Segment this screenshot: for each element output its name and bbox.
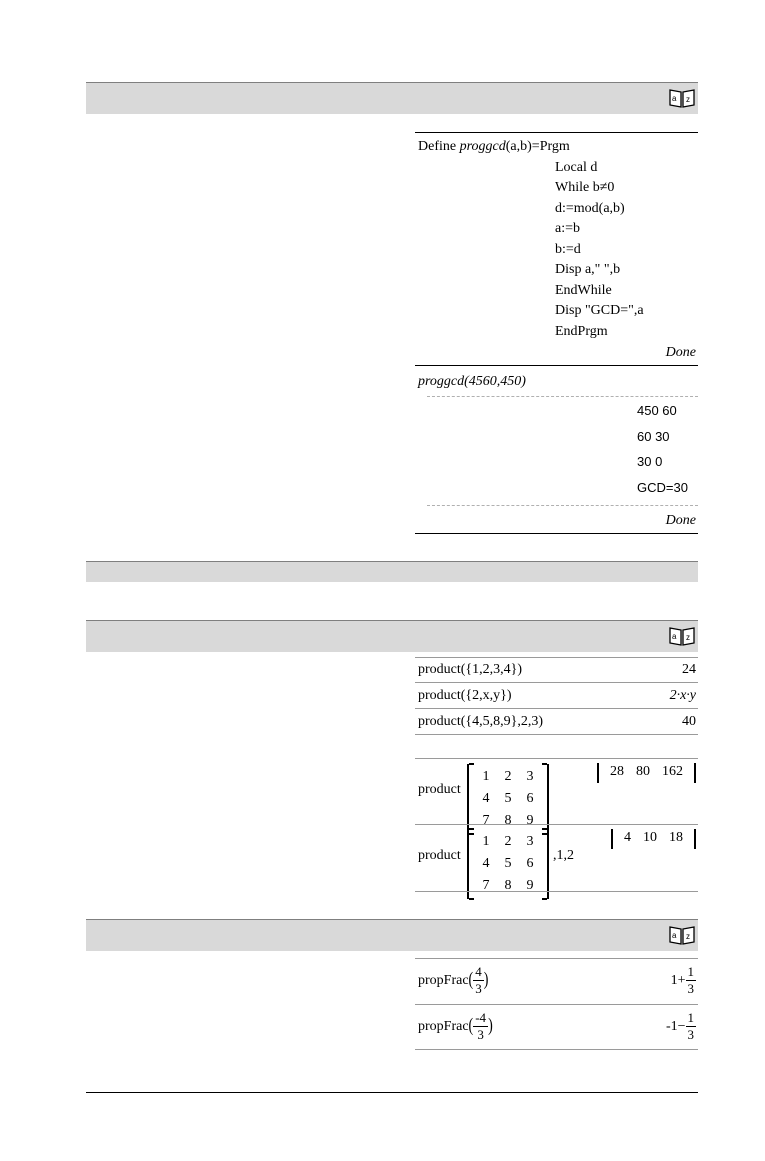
page-footer-rule xyxy=(86,1092,698,1093)
matrix-extra-args: ,1,2 xyxy=(553,848,574,863)
section-header-bar-3 xyxy=(86,620,698,652)
proggcd-example-panel xyxy=(415,132,698,534)
program-body-line: EndPrgm xyxy=(555,324,608,339)
product-fn-label: product xyxy=(418,782,461,797)
section-header-bar-2 xyxy=(86,561,698,582)
example-row: product({2,x,y}) 2·x·y xyxy=(415,683,698,709)
proggcd-call: proggcd(4560,450) xyxy=(418,374,526,389)
result-done: Done xyxy=(665,513,696,528)
svg-text:a: a xyxy=(672,632,677,641)
program-body-line: Disp a," ",b xyxy=(555,262,621,277)
catalog-book-icon xyxy=(668,924,696,946)
program-body-line: Local d xyxy=(555,160,598,175)
catalog-book-icon xyxy=(668,625,696,647)
define-line: Define proggcd(a,b)=Prgm xyxy=(418,139,570,154)
program-output-line: 30 0 xyxy=(637,454,663,469)
catalog-book-icon xyxy=(668,87,696,109)
program-output-line: 450 60 xyxy=(637,403,677,418)
svg-text:a: a xyxy=(672,94,677,103)
product-matrix-examples xyxy=(415,758,698,892)
svg-text:z: z xyxy=(686,932,690,941)
propfrac-expr: propFrac( $\frac{4}{3}$ ) xyxy=(418,964,489,997)
program-output-line: 60 30 xyxy=(637,429,670,444)
program-body-line: a:=b xyxy=(555,221,580,236)
matrix-argument: 1 2 3 4 5 6 7 8 9 xyxy=(467,829,549,899)
result-done: Done xyxy=(665,345,696,360)
product-list-examples xyxy=(415,657,698,737)
section-header-bar-1 xyxy=(86,82,698,114)
program-body-line: d:=mod(a,b) xyxy=(555,201,625,216)
example-row: product({1,2,3,4}) 24 xyxy=(415,657,698,683)
svg-text:z: z xyxy=(686,95,690,104)
svg-text:a: a xyxy=(672,931,677,940)
row-vector-result: 28 80 162 xyxy=(597,763,696,783)
program-body-line: b:=d xyxy=(555,242,581,257)
propfrac-result: 1+ $\frac{1}{3}$ xyxy=(670,964,694,997)
propfrac-examples xyxy=(415,958,698,1050)
propfrac-expr: propFrac( $\frac{-4}{3}$ ) xyxy=(418,1010,493,1043)
svg-text:z: z xyxy=(686,633,690,642)
program-body-line: Disp "GCD=",a xyxy=(555,303,644,318)
program-output-line: GCD=30 xyxy=(637,480,688,495)
program-body-line: EndWhile xyxy=(555,283,612,298)
row-vector-result: 4 10 18 xyxy=(611,829,696,849)
section-header-bar-4 xyxy=(86,919,698,951)
matrix-argument: 1 2 3 4 5 6 7 8 9 xyxy=(467,764,549,834)
product-fn-label: product xyxy=(418,848,461,863)
program-body-line: While b≠0 xyxy=(555,180,615,195)
propfrac-result: -1− $\frac{1}{3}$ xyxy=(665,1010,694,1043)
example-row: product({4,5,8,9},2,3) 40 xyxy=(415,709,698,735)
